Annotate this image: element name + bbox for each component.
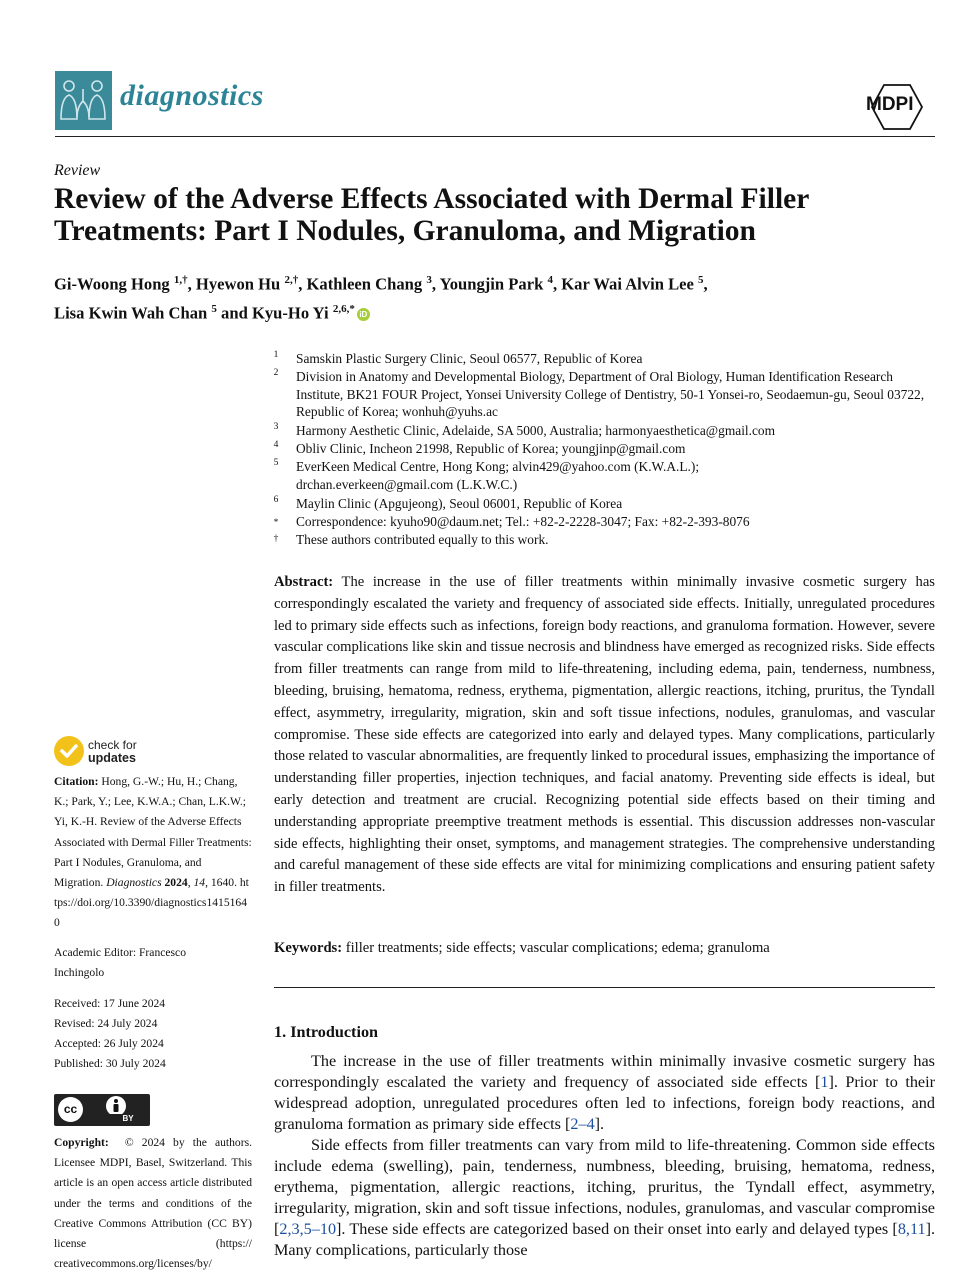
author[interactable]: Kyu-Ho Yi	[251, 303, 329, 323]
affiliation-number: 3	[273, 422, 279, 432]
affiliation-number: 4	[273, 440, 279, 450]
publisher-logo	[860, 80, 934, 134]
affiliation-number: 2	[273, 368, 279, 378]
citation-year: 2024	[164, 876, 188, 890]
reference-link[interactable]: 2,3,5–10	[279, 1220, 337, 1238]
date-published: Published: 30 July 2024	[54, 1057, 166, 1070]
author[interactable]: Kathleen Chang	[306, 274, 423, 294]
affiliation	[270, 458, 940, 493]
affiliation-text: Maylin Clinic (Apgujeong), Seoul 06001, Republic of Korea	[296, 496, 623, 511]
citation-text: Hong, G.-W.; Hu, H.; Chang, K.; Park, Y.; Lee, K.W.A.; Chan, L.K.W.; Yi, K.-H. Review of the Adverse Effects Associated with Dermal Filler Treatments: Part I Nodules, Granuloma, and Migration.	[54, 775, 252, 890]
attribution-icon	[106, 1096, 126, 1116]
affiliation-number: *	[273, 518, 279, 528]
academic-editor: Academic Editor: Francesco Inchingolo	[54, 946, 186, 980]
abstract-label: Abstract:	[274, 574, 334, 590]
affiliation-number: †	[273, 534, 279, 544]
author[interactable]: Hyewon Hu	[195, 274, 281, 294]
author-affil-mark: 4	[547, 274, 553, 286]
journal-logo	[55, 71, 112, 130]
author-separator: ,	[187, 274, 196, 294]
affiliation	[270, 368, 940, 421]
paragraph-text: ].	[594, 1115, 605, 1133]
section-heading: 1. Introduction	[274, 1023, 379, 1041]
affiliation	[270, 440, 940, 458]
paragraph-text: ]. Many complications, particularly those	[274, 1220, 935, 1259]
reference-link[interactable]: 1	[820, 1073, 829, 1091]
paragraph	[274, 1135, 935, 1261]
journal-name: diagnostics	[120, 79, 264, 112]
citation-journal: Diagnostics	[106, 876, 162, 890]
affiliation	[270, 350, 940, 368]
abstract	[274, 572, 935, 899]
affiliation-number: 5	[273, 458, 279, 468]
author-separator: ,	[431, 274, 440, 294]
paragraph-text: The increase in the use of filler treatments within minimally invasive cosmetic surgery has correspondingly escalated the variety and frequency of associated side effects [	[274, 1052, 935, 1091]
paragraph	[274, 1051, 935, 1135]
publisher-name: MDPI	[866, 94, 914, 115]
intro-body	[274, 1051, 935, 1261]
affiliation-text: Samskin Plastic Surgery Clinic, Seoul 06577, Republic of Korea	[296, 351, 643, 366]
affiliation-text: Division in Anatomy and Developmental Biology, Department of Oral Biology, Human Identification Research Institute, BK21 FOUR Project, Yonsei University College of Dentistry, 50-1 Yonsei-ro, Seodaemun-gu, Seoul 03722, Republic of Korea; wonhuh@yuhs.ac	[296, 369, 925, 420]
keywords-label: Keywords:	[274, 940, 343, 956]
header-rule	[55, 136, 935, 137]
author-affil-mark: 5	[211, 302, 217, 315]
reference-link[interactable]: 8,11	[897, 1220, 926, 1238]
citation-doi-link[interactable]: https://doi.org/10.3390/diagnostics14151640	[54, 876, 249, 930]
cc-by-label: BY	[106, 1114, 150, 1124]
orcid-icon[interactable]: iD	[357, 308, 370, 321]
citation-pages: 1640.	[210, 876, 237, 890]
affiliation	[270, 422, 940, 440]
author[interactable]: Youngjin Park	[439, 274, 544, 294]
copyright	[54, 1133, 252, 1274]
check-updates-text: updates	[88, 751, 136, 765]
affiliation-text: EverKeen Medical Centre, Hong Kong; alvin429@yahoo.com (K.W.A.L.); drchan.everkeen@gmail.com (L.K.W.C.)	[296, 459, 700, 492]
lungs-icon	[55, 71, 112, 130]
reference-link[interactable]: 2–4	[570, 1115, 595, 1133]
author[interactable]: Kar Wai Alvin Lee	[561, 274, 694, 294]
correspondence	[270, 513, 940, 531]
copyright-text: © 2024 by the authors. Licensee MDPI, Basel, Switzerland. This article is an open access article distributed under the terms and conditions of the Creative Commons Attribution (CC BY) license (https:// creativecommons.org/licenses/by/	[54, 1136, 252, 1271]
citation: Citation: Hong, G.-W.; Hu, H.; Chang, K.; Park, Y.; Lee, K.W.A.; Chan, L.K.W.; Yi, K.-H. Review of the Adverse Effects Associated with Dermal Filler Treatments: Part I Nodules, Granuloma, and Migration. Diagnostics 2024, 14, 1640. https://doi.org/10.3390/diagnostics14151640	[54, 775, 252, 930]
affiliation-number: 1	[273, 350, 279, 360]
author-separator: ,	[703, 274, 708, 294]
section-rule	[274, 987, 935, 988]
citation-volume: 14	[193, 876, 206, 890]
author-separator: ,	[298, 274, 307, 294]
cc-by-license-badge[interactable]	[54, 1094, 150, 1126]
author[interactable]: Lisa Kwin Wah Chan	[54, 303, 208, 323]
check-updates-text: check for	[88, 738, 137, 752]
paragraph-text: ]. These side effects are categorized based on their onset into early and delayed types [	[336, 1220, 898, 1238]
affiliation	[270, 495, 940, 513]
date-received: Received: 17 June 2024	[54, 997, 166, 1010]
equal-contribution-note	[270, 531, 940, 549]
paragraph-text: ]. Prior to their widespread adoption, unregulated procedures often led to infections, foreign body reactions, and granuloma formation as primary side effects [	[274, 1073, 935, 1133]
check-for-updates-button[interactable]	[54, 736, 174, 768]
date-accepted: Accepted: 26 July 2024	[54, 1037, 164, 1050]
author-affil-mark: 5	[698, 274, 704, 286]
affiliation-number: 6	[273, 495, 279, 505]
article-type: Review	[54, 162, 101, 179]
article-title: Review of the Adverse Effects Associated with Dermal Filler Treatments: Part I Nodules, Granuloma, and Migration	[54, 183, 809, 247]
copyright-label: Copyright:	[54, 1136, 109, 1149]
keywords-text: filler treatments; side effects; vascular complications; edema; granuloma	[345, 940, 770, 956]
author-list	[54, 268, 934, 325]
paragraph-text: Side effects from filler treatments can vary from mild to life-threatening. Common side effects include edema (swelling), pain, tenderness, numbness, bleeding, bruising, hematoma, redness, erythema, pigmentation, allergic reactions, itching, pruritus, the Tyndall effect, asymmetry, irregularity, migration, skin and soft tissue infections, nodules, granulomas, and vascular compromise [	[274, 1136, 935, 1238]
affiliation-text: Correspondence: kyuho90@daum.net; Tel.: +82-2-2228-3047; Fax: +82-2-393-8076	[296, 514, 750, 529]
date-revised: Revised: 24 July 2024	[54, 1017, 158, 1030]
affiliation-text: Harmony Aesthetic Clinic, Adelaide, SA 5000, Australia; harmonyaesthetica@gmail.com	[296, 423, 776, 438]
citation-label: Citation:	[54, 775, 99, 788]
cc-icon: cc	[58, 1097, 83, 1122]
author-separator: ,	[552, 274, 562, 294]
author[interactable]: Gi-Woong Hong	[54, 274, 170, 294]
author-affil-mark: 2,†	[284, 274, 299, 286]
check-updates-icon	[54, 736, 84, 766]
affiliation-text: Obliv Clinic, Incheon 21998, Republic of Korea; youngjinp@gmail.com	[296, 441, 686, 456]
author-affil-mark: 1,†	[173, 274, 188, 286]
abstract-text: The increase in the use of filler treatments within minimally invasive cosmetic surgery has correspondingly escalated the variety and frequency of associated side effects. Initially, unregulated procedures led to primary side effects such as infections, foreign body reactions, and granuloma formation. However, severe vascular complications like skin and tissue necrosis and blindness have emerged as recognized risks. Side effects from filler treatments can range from mild to life-threatening, including edema, pain, tenderness, numbness, bleeding, bruising, hematoma, redness, erythema, pigmentation, allergic reactions, itching, pruritus, the Tyndall effect, asymmetry, irregularity, migration, skin and soft tissue infections, nodules, granulomas, and vascular compromise. These side effects are categorized into early and delayed types. Many complications, particularly those related to vascular abnormalities, are frequently linked to procedural issues, emphasizing the importance of understanding filler properties, injection techniques, and facial anatomy. Preventing side effects is ideal, but early detection and treatment are crucial. Recognizing potential side effects based on their timing and understanding appropriate preemptive treatment methods is essential. This discussion addresses non-vascular side effects, highlighting their onset, symptoms, and management strategies. The comprehensive understanding and careful management of these side effects are vital for minimizing complications and ensuring patient safety in filler treatments.	[274, 574, 935, 896]
affiliation-text: These authors contributed equally to this work.	[296, 532, 549, 547]
author-affil-mark: 3	[426, 274, 432, 286]
author-separator: and	[216, 303, 252, 323]
keywords	[274, 940, 935, 957]
author-affil-mark: 2,6,*	[332, 302, 355, 315]
